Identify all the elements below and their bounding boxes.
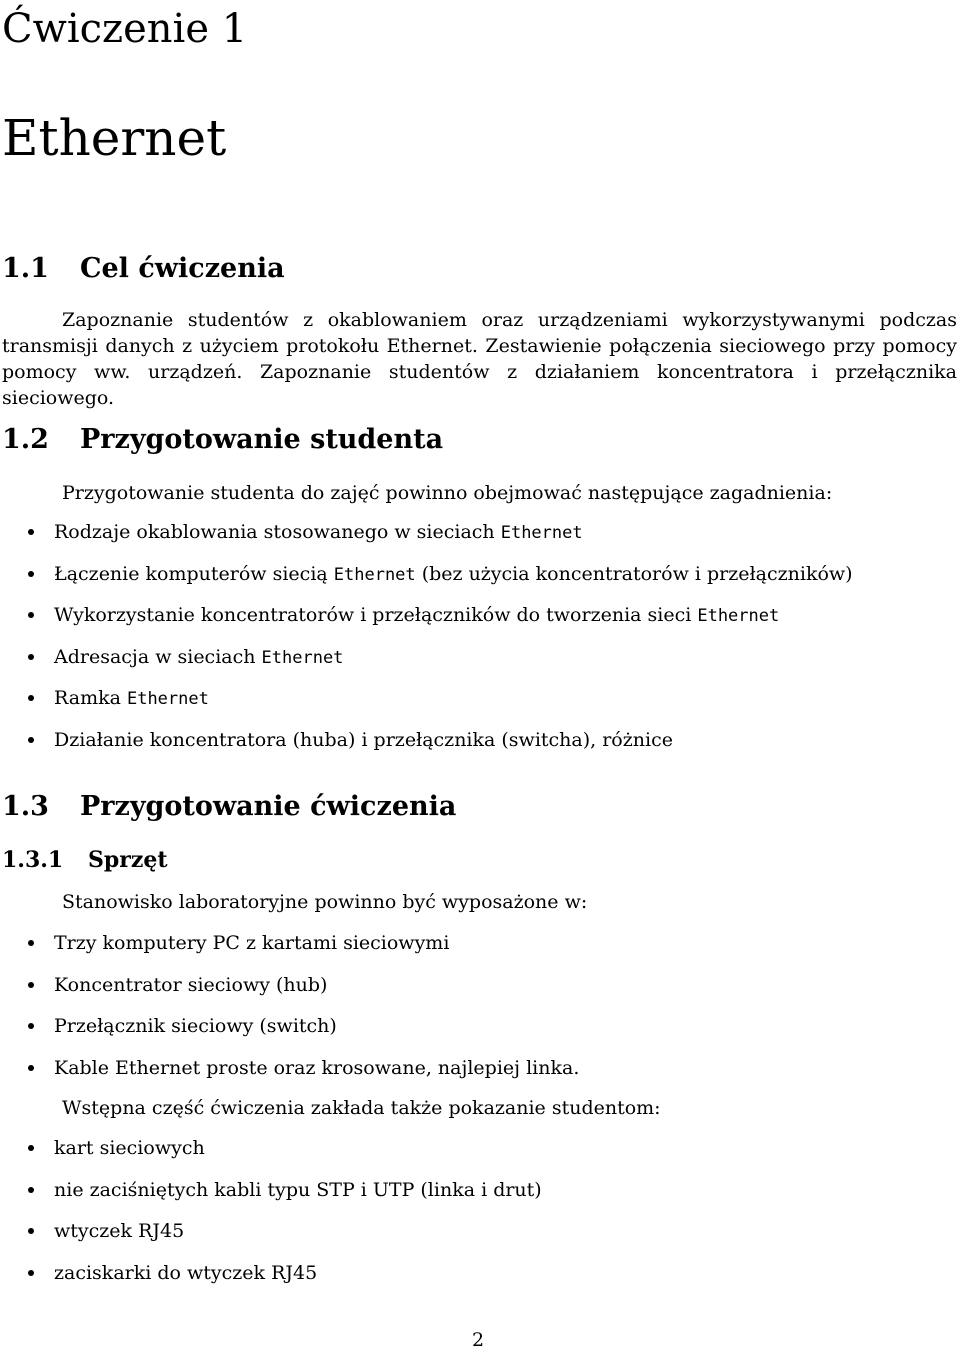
list-item: Trzy komputery PC z kartami sieciowymi: [54, 932, 450, 954]
bullet-icon: [28, 695, 34, 701]
code-text: Ethernet: [500, 523, 583, 543]
bullet-icon: [28, 1270, 34, 1276]
section-number: 1.3: [2, 791, 49, 822]
section-title: Przygotowanie ćwiczenia: [80, 791, 457, 822]
section-number: 1.1: [2, 253, 49, 284]
list-item: Ramka Ethernet: [54, 687, 209, 709]
subsection-heading-1-3-1: [2, 846, 168, 874]
subsection-intro-2: Wstępna część ćwiczenia zakłada także pokazanie studentom:: [62, 1097, 661, 1119]
bullet-icon: [28, 654, 34, 660]
list-item: Rodzaje okablowania stosowanego w sieciach Ethernet: [54, 521, 583, 543]
section-title: Cel ćwiczenia: [80, 253, 285, 284]
section-intro: Przygotowanie studenta do zajęć powinno obejmować następujące zagadnienia:: [62, 482, 833, 504]
subsection-intro: Stanowisko laboratoryjne powinno być wyposażone w:: [62, 891, 588, 913]
subsection-number: 1.3.1: [2, 847, 64, 873]
bullet-icon: [28, 737, 34, 743]
bullet-icon: [28, 940, 34, 946]
page-number: 2: [472, 1329, 485, 1351]
list-item: zaciskarki do wtyczek RJ45: [54, 1262, 318, 1284]
section-heading-1-3: [2, 790, 456, 824]
code-text: Ethernet: [697, 606, 780, 626]
list-item: Adresacja w sieciach Ethernet: [54, 646, 344, 668]
list-item: nie zaciśniętych kabli typu STP i UTP (linka i drut): [54, 1179, 542, 1201]
bullet-icon: [28, 571, 34, 577]
bullet-icon: [28, 529, 34, 535]
section-paragraph: Zapoznanie studentów z okablowaniem oraz urządzeniami wykorzystywanymi podczas transmisji danych z użyciem protokołu Ethernet. Zestawienie połączenia sieciowego przy pomocy pomocy ww. urządzeń. Zapoznanie studentów z działaniem koncentratora i przełącznika sieciowego.: [2, 309, 957, 409]
bullet-icon: [28, 612, 34, 618]
list-item: kart sieciowych: [54, 1137, 205, 1159]
bullet-icon: [28, 1065, 34, 1071]
section-title: Przygotowanie studenta: [80, 424, 444, 455]
subsection-title: Sprzęt: [88, 847, 168, 873]
bullet-icon: [28, 982, 34, 988]
list-item: Łączenie komputerów siecią Ethernet (bez użycia koncentratorów i przełączników): [54, 563, 853, 585]
list-item: Działanie koncentratora (huba) i przełącznika (switcha), różnice: [54, 729, 673, 751]
list-item: wtyczek RJ45: [54, 1220, 185, 1242]
code-text: Ethernet: [261, 648, 344, 668]
chapter-heading: Ćwiczenie 1: [2, 6, 248, 52]
list-item: Koncentrator sieciowy (hub): [54, 974, 328, 996]
bullet-icon: [28, 1023, 34, 1029]
list-item: Kable Ethernet proste oraz krosowane, najlepiej linka.: [54, 1057, 580, 1079]
section-number: 1.2: [2, 424, 49, 455]
section-heading-1-1: [2, 252, 285, 286]
bullet-icon: [28, 1187, 34, 1193]
bullet-icon: [28, 1145, 34, 1151]
section-heading-1-2: [2, 423, 443, 457]
bullet-icon: [28, 1228, 34, 1234]
list-item: Przełącznik sieciowy (switch): [54, 1015, 337, 1037]
chapter-title: Ethernet: [2, 109, 227, 167]
list-item: Wykorzystanie koncentratorów i przełączników do tworzenia sieci Ethernet: [54, 604, 780, 626]
code-text: Ethernet: [126, 689, 209, 709]
code-text: Ethernet: [333, 565, 416, 585]
